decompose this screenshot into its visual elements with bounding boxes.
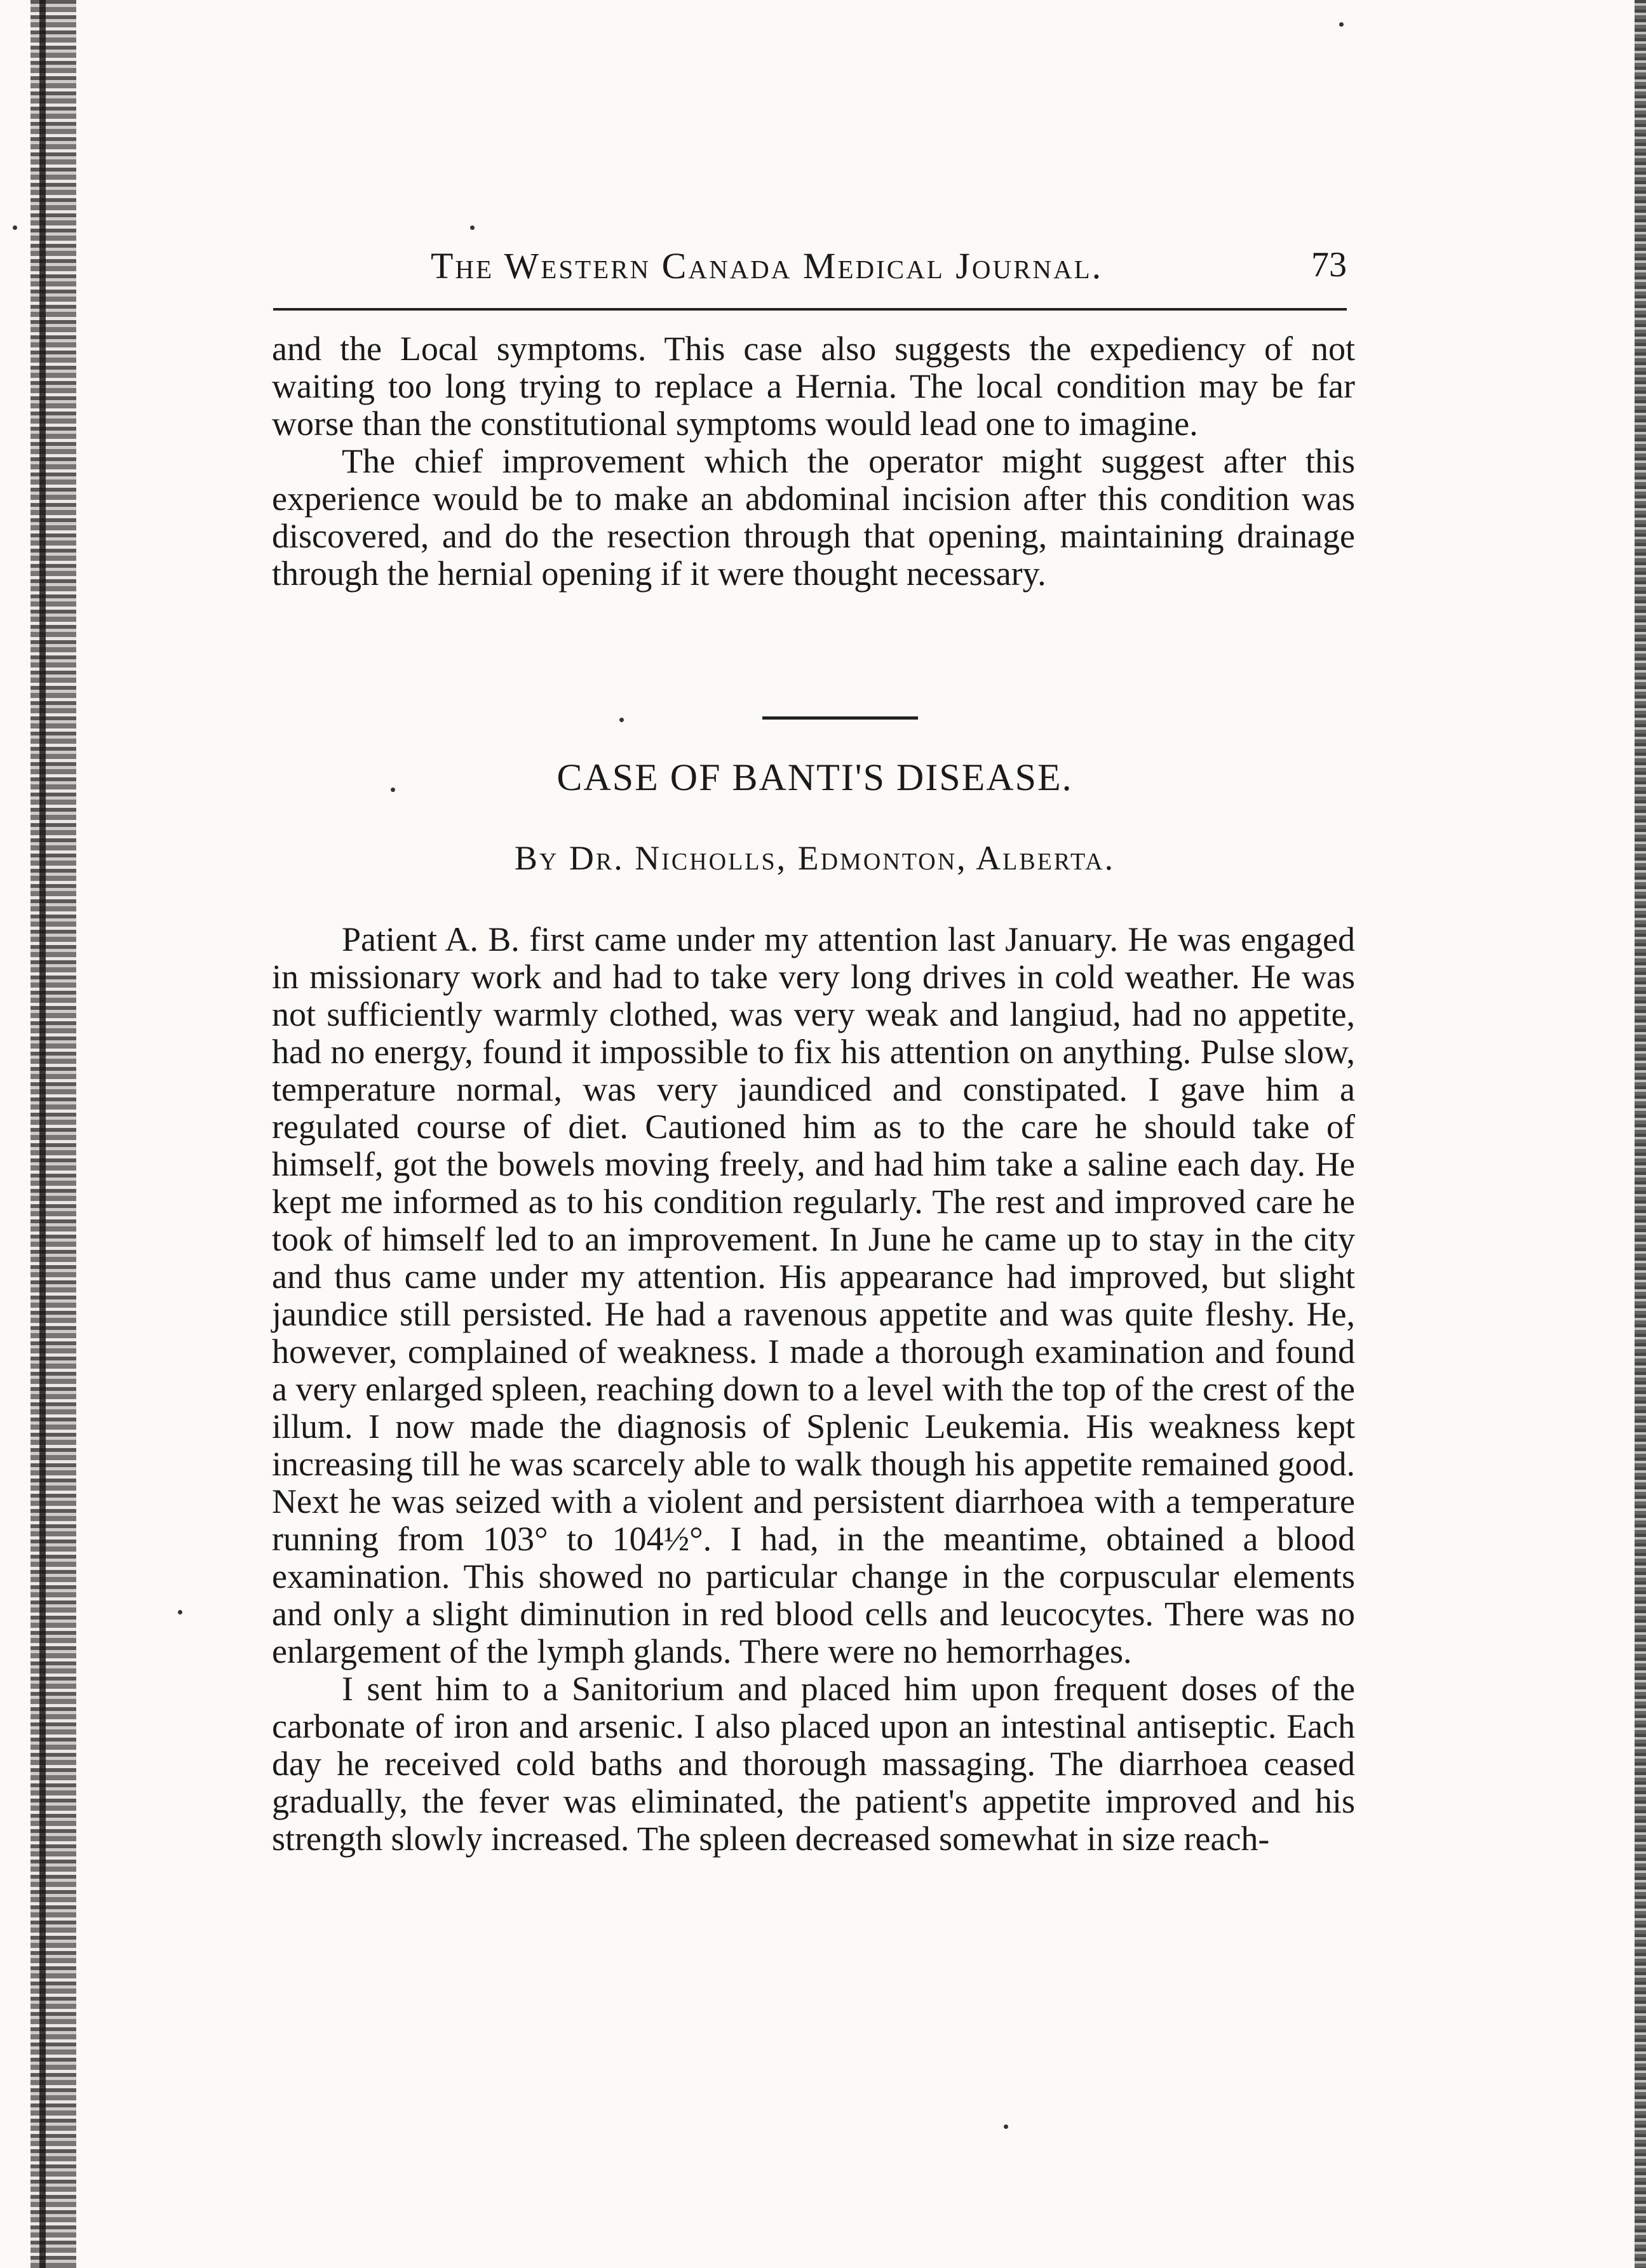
- left-binding-edge: [30, 0, 76, 2268]
- article-body: [272, 921, 1355, 1858]
- right-binding-edge: [1635, 0, 1646, 2268]
- scan-speck: [619, 718, 624, 722]
- left-binding-line: [39, 0, 46, 2268]
- journal-title: The Western Canada Medical Journal.: [431, 245, 1103, 286]
- article-paragraph: Patient A. B. first came under my attention last January. He was engaged in missionary work and had to take very long drives in cold weather. He was not sufficiently warmly clothed, was very weak and langiud, had no appetite, had no energy, found it impossible to fix his attention on anything. Pulse slow, temperature normal, was very jaundiced and constipated. I gave him a regulated course of diet. Cautioned him as to the care he should take of himself, got the bowels moving freely, and had him take a saline each day. He kept me informed as to his condition regularly. The rest and improved care he took of himself led to an improvement. In June he came up to stay in the city and thus came under my attention. His appearance had improved, but slight jaundice still persisted. He had a ravenous appetite and was quite fleshy. He, however, complained of weakness. I made a thorough examination and found a very enlarged spleen, reaching down to a level with the top of the crest of the illum. I now made the diagnosis of Splenic Leukemia. His weakness kept increasing till he was scarcely able to walk though his appetite remained good. Next he was seized with a violent and persistent diarrhoea with a temperature running from 103° to 104½°. I had, in the meantime, obtained a blood examination. This showed no particular change in the corpuscular elements and only a slight diminution in red blood cells and leucocytes. There was no enlargement of the lymph glands. There were no hemorrhages.: [272, 920, 1355, 1670]
- continued-paragraph: and the Local symptoms. This case also suggests the expediency of not waiting too long trying to replace a Hernia. The local condition may be far worse than the constitutional symptoms would lead one to imagine.: [272, 330, 1355, 443]
- section-divider: [762, 716, 918, 720]
- continued-paragraph: The chief improvement which the operator might suggest after this experience would be to make an abdominal incision after this condition was discovered, and do the resection through that opening, maintaining drainage through the hernial opening if it were thought necessary.: [272, 442, 1355, 593]
- article-byline: By Dr. Nicholls, Edmonton, Alberta.: [514, 839, 1116, 877]
- scan-speck: [178, 1610, 182, 1614]
- continued-text: [272, 330, 1355, 593]
- page-number: 73: [1311, 245, 1347, 285]
- scan-speck: [470, 225, 475, 230]
- running-header: [273, 245, 1347, 295]
- scan-speck: [1339, 22, 1344, 27]
- article-title: CASE OF BANTI'S DISEASE.: [557, 756, 1073, 798]
- article-paragraph: I sent him to a Sanitorium and placed him upon frequent doses of the carbonate of iron and arsenic. I also placed upon an intestinal antiseptic. Each day he received cold baths and thorough massaging. The diarrhoea ceased gradually, the fever was eliminated, the patient's appetite improved and his strength slowly increased. The spleen decreased somewhat in size reach-: [272, 1670, 1355, 1858]
- header-rule: [273, 308, 1347, 311]
- scan-speck: [1004, 2124, 1008, 2129]
- scan-speck: [13, 225, 17, 230]
